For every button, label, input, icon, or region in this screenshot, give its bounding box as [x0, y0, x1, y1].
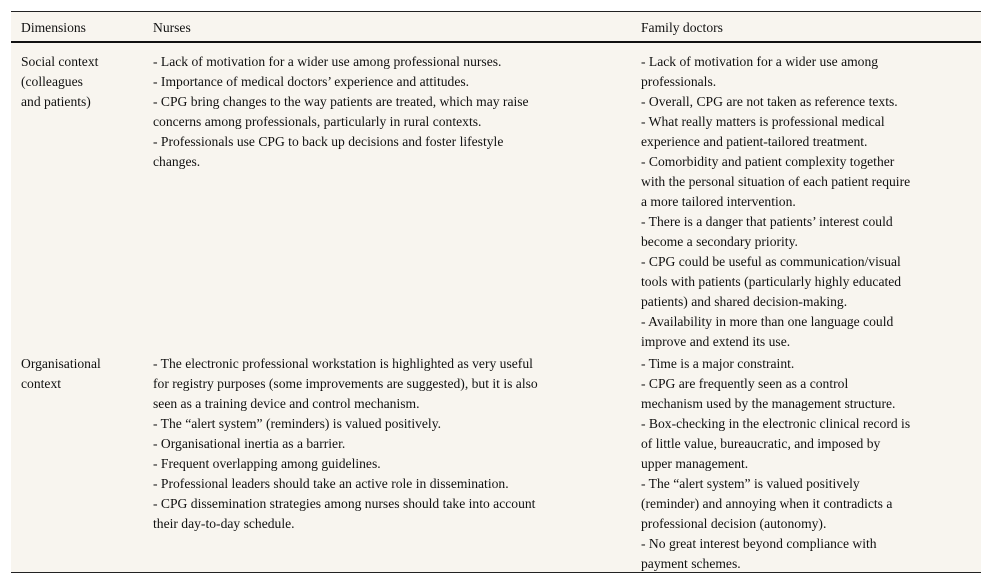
cell-text-line: - The “alert system” is valued positively: [641, 476, 860, 491]
cell-text-line: Social context: [21, 54, 99, 69]
nurses-cell: [153, 52, 529, 172]
cell-text-line: seen as a training device and control mechanism.: [153, 396, 420, 411]
cell-text-line: (reminder) and annoying when it contradicts a: [641, 496, 893, 511]
cell-text-line: experience and patient-tailored treatment.: [641, 134, 868, 149]
cell-text-line: - Professionals use CPG to back up decisions and foster lifestyle: [153, 134, 504, 149]
cell-text-line: with the personal situation of each patient require: [641, 174, 911, 189]
dimension-cell: [21, 354, 101, 394]
nurses-cell: [153, 354, 538, 534]
dimension-cell: [21, 52, 98, 112]
cell-text-line: Organisational: [21, 356, 101, 371]
cell-text-line: improve and extend its use.: [641, 334, 791, 349]
cell-text-line: - Time is a major constraint.: [641, 356, 795, 371]
cell-text-line: - There is a danger that patients’ interest could: [641, 214, 893, 229]
cell-text-line: - No great interest beyond compliance with: [641, 536, 877, 551]
cell-text-line: of little value, bureaucratic, and imposed by: [641, 436, 881, 451]
cell-text-line: and patients): [21, 94, 91, 109]
header-nurses: Nurses: [153, 20, 191, 35]
data-table: [11, 11, 981, 573]
cell-text-line: - What really matters is professional medical: [641, 114, 885, 129]
cell-text-line: - CPG bring changes to the way patients are treated, which may raise: [153, 94, 529, 109]
cell-text-line: - Box-checking in the electronic clinical record is: [641, 416, 911, 431]
cell-text-line: for registry purposes (some improvements are suggested), but it is also: [153, 376, 538, 391]
family-doctors-cell: [641, 52, 910, 352]
cell-text-line: tools with patients (particularly highly educated: [641, 274, 902, 289]
cell-text-line: - Overall, CPG are not taken as reference texts.: [641, 94, 898, 109]
cell-text-line: - Organisational inertia as a barrier.: [153, 436, 346, 451]
cell-text-line: - The “alert system” (reminders) is valued positively.: [153, 416, 442, 431]
cell-text-line: - CPG are frequently seen as a control: [641, 376, 849, 391]
cell-text-line: - Lack of motivation for a wider use among: [641, 54, 879, 69]
cell-text-line: - Professional leaders should take an active role in dissemination.: [153, 476, 509, 491]
header-dimensions: Dimensions: [21, 20, 86, 35]
cell-text-line: patients) and shared decision-making.: [641, 294, 848, 309]
cell-text-line: - Availability in more than one language could: [641, 314, 894, 329]
cell-text-line: upper management.: [641, 456, 749, 471]
cell-text-line: - The electronic professional workstation is highlighted as very useful: [153, 356, 533, 371]
cell-text-line: - Comorbidity and patient complexity together: [641, 154, 895, 169]
cell-text-line: - CPG could be useful as communication/visual: [641, 254, 901, 269]
cell-text-line: - CPG dissemination strategies among nurses should take into account: [153, 496, 536, 511]
cell-text-line: payment schemes.: [641, 556, 741, 571]
cell-text-line: professionals.: [641, 74, 717, 89]
cell-text-line: mechanism used by the management structure.: [641, 396, 896, 411]
cell-text-line: (colleagues: [21, 74, 83, 89]
cell-text-line: concerns among professionals, particularly in rural contexts.: [153, 114, 482, 129]
cell-text-line: professional decision (autonomy).: [641, 516, 827, 531]
cell-text-line: context: [21, 376, 62, 391]
family-doctors-cell: [641, 354, 910, 574]
table-header: [11, 12, 981, 43]
header-family-doctors: Family doctors: [641, 20, 723, 35]
cell-text-line: - Frequent overlapping among guidelines.: [153, 456, 381, 471]
cell-text-line: - Lack of motivation for a wider use among professional nurses.: [153, 54, 502, 69]
cell-text-line: their day-to-day schedule.: [153, 516, 295, 531]
cell-text-line: a more tailored intervention.: [641, 194, 796, 209]
cell-text-line: become a secondary priority.: [641, 234, 798, 249]
cell-text-line: - Importance of medical doctors’ experience and attitudes.: [153, 74, 470, 89]
cell-text-line: changes.: [153, 154, 201, 169]
